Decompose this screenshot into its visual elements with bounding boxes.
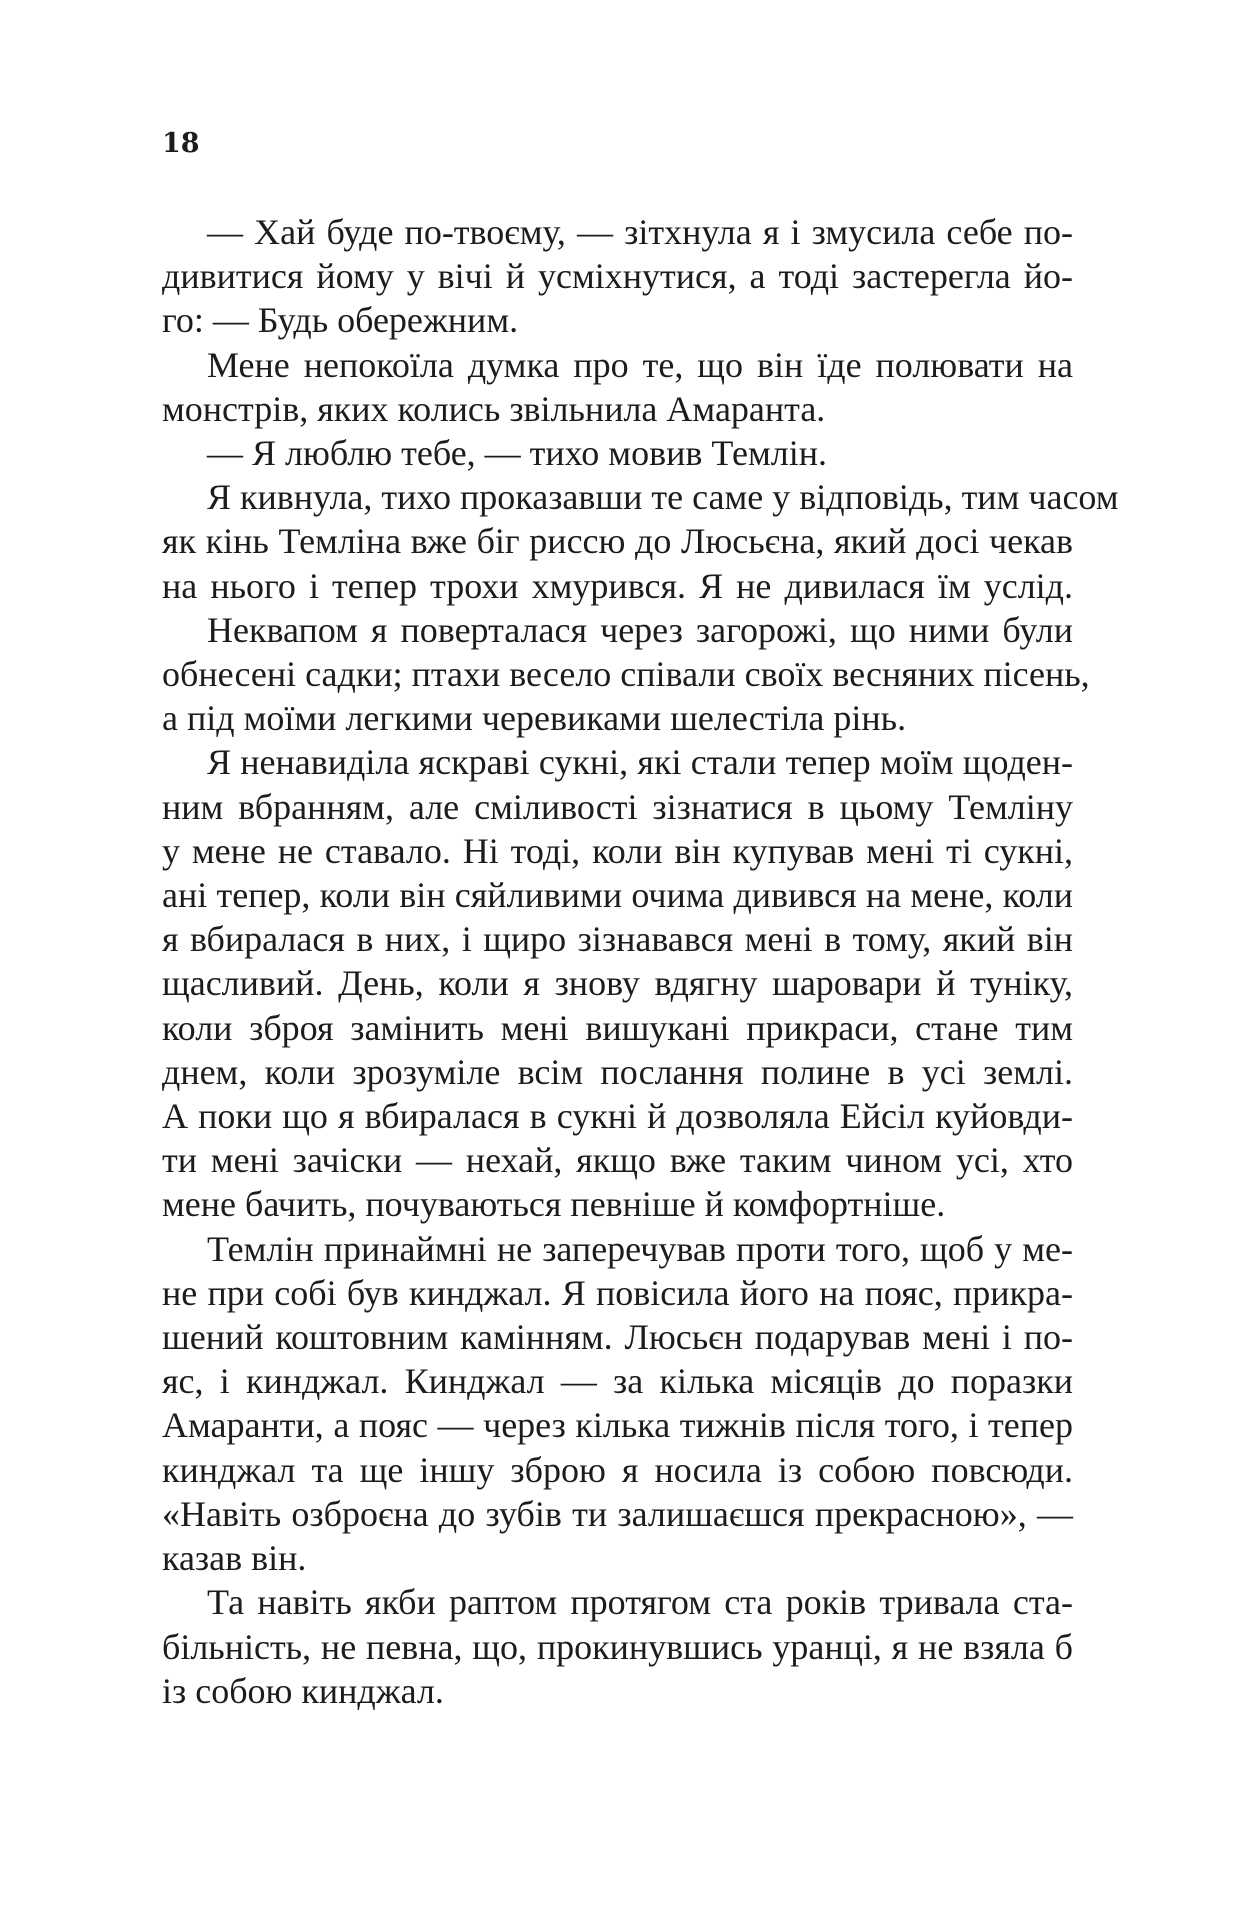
- text-line: ти мені зачіски — нехай, якщо вже таким чином усі, хто: [162, 1140, 1073, 1181]
- text-line: «Навіть озброєна до зубів ти залишаєшся прекрасною», —: [162, 1493, 1073, 1534]
- paragraph: [162, 1580, 1073, 1713]
- text-line: казав він.: [162, 1538, 307, 1579]
- text-line: у мене не ставало. Ні тоді, коли він купував мені ті сукні,: [162, 830, 1073, 871]
- text-line: монстрів, яких колись звільнила Амаранта.: [162, 388, 826, 429]
- paragraph: [162, 210, 1073, 343]
- paragraph: [162, 608, 1090, 741]
- paragraph: [162, 1227, 1073, 1581]
- text-line: Я кивнула, тихо проказавши те саме у відповідь, тим часом: [207, 477, 1119, 518]
- text-line: — Хай буде по-твоєму, — зітхнула я і змусила себе по-: [207, 212, 1073, 252]
- paragraph: [162, 431, 1073, 475]
- text-line: го: — Будь обережним.: [162, 300, 519, 341]
- text-line: на нього і тепер трохи хмурився. Я не дивилася їм услід.: [162, 565, 1073, 606]
- page-number: 18: [162, 128, 200, 159]
- text-line: мене бачить, почуваються певніше й комфортніше.: [162, 1184, 946, 1225]
- text-line: ані тепер, коли він сяйливими очима дивився на мене, коли: [162, 875, 1073, 916]
- text-line: кинджал та ще іншу зброю я носила із собою повсюди.: [162, 1449, 1073, 1490]
- text-line: днем, коли зрозуміле всім послання полине в усі землі.: [162, 1051, 1073, 1092]
- text-line: обнесені садки; птахи весело співали своїх весняних пісень,: [162, 654, 1090, 695]
- text-line: шений коштовним камінням. Люсьєн подарував мені і по-: [162, 1317, 1073, 1358]
- text-line: яс, і кинджал. Кинджал — за кілька місяців до поразки: [162, 1361, 1073, 1402]
- text-line: Та навіть якби раптом протягом ста років тривала ста-: [207, 1582, 1073, 1623]
- text-line: Я ненавиділа яскраві сукні, які стали тепер моїм щоден-: [207, 742, 1073, 783]
- text-line: коли зброя замінить мені вишукані прикраси, стане тим: [162, 1007, 1073, 1048]
- paragraph: [162, 740, 1073, 1226]
- text-line: а під моїми легкими черевиками шелестіла рінь.: [162, 698, 907, 739]
- text-line: Амаранти, а пояс — через кілька тижнів після того, і тепер: [162, 1405, 1073, 1446]
- text-line: із собою кинджал.: [162, 1670, 444, 1711]
- text-line: — Я люблю тебе, — тихо мовив Темлін.: [207, 433, 827, 474]
- body-text: [162, 210, 1119, 1713]
- text-line: Мене непокоїла думка про те, що він їде полювати на: [207, 344, 1073, 385]
- text-line: дивитися йому у вічі й усміхнутися, а тоді застерегла йо-: [162, 256, 1073, 297]
- text-line: ним вбранням, але сміливості зізнатися в цьому Темліну: [162, 786, 1073, 827]
- paragraph: [162, 343, 1073, 431]
- text-line: А поки що я вбиралася в сукні й дозволяла Ейсіл куйовди-: [162, 1096, 1073, 1137]
- text-line: Неквапом я поверталася через загорожі, що ними були: [207, 609, 1073, 650]
- text-line: я вбиралася в них, і щиро зізнавався мені в тому, який він: [162, 919, 1073, 960]
- text-line: як кінь Темліна вже біг риссю до Люсьєна, який досі чекав: [162, 521, 1073, 562]
- text-line: Темлін принаймні не заперечував проти того, щоб у ме-: [207, 1228, 1073, 1269]
- text-line: не при собі був кинджал. Я повісила його на пояс, прикра-: [162, 1272, 1073, 1313]
- text-line: щасливий. День, коли я знову вдягну шаровари й туніку,: [162, 963, 1073, 1004]
- text-line: більність, не певна, що, прокинувшись уранці, я не взяла б: [162, 1626, 1073, 1667]
- paragraph: [162, 475, 1119, 608]
